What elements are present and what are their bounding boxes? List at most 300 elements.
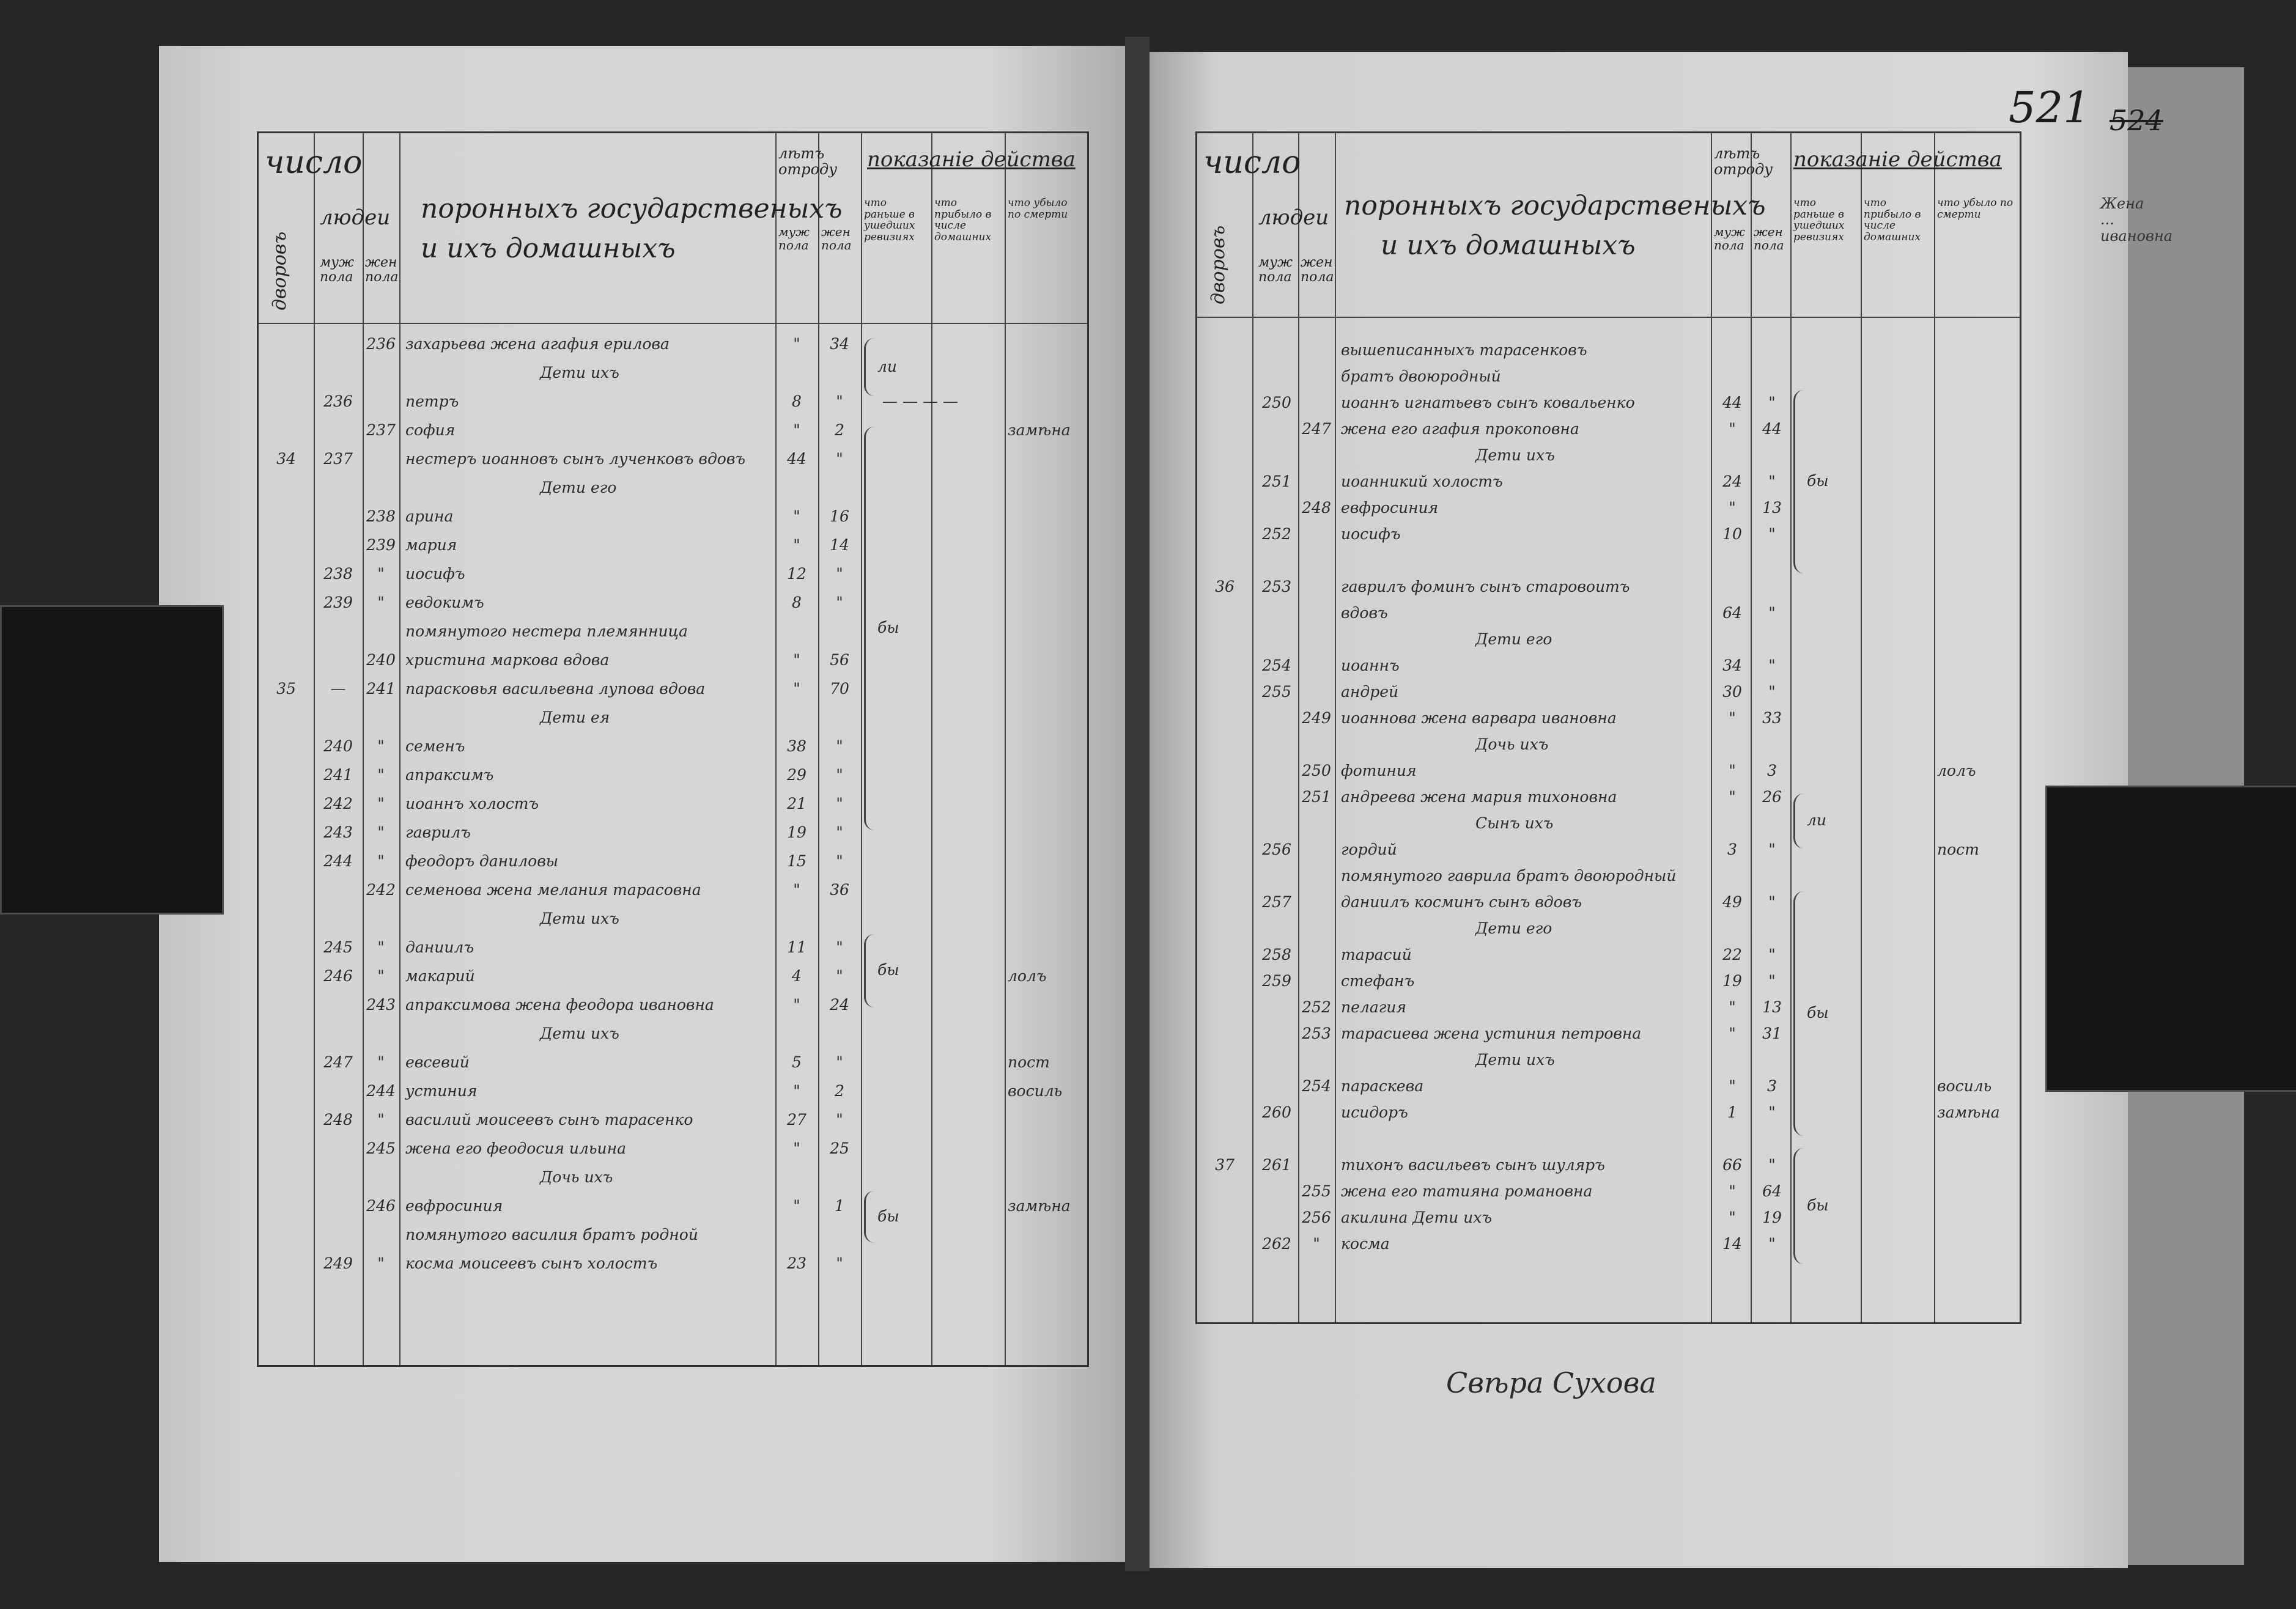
table-row	[259, 1254, 1087, 1279]
remark: пост	[1008, 1053, 1050, 1071]
age-male: 11	[787, 938, 807, 956]
person-name: Дети ихъ	[1475, 1051, 1555, 1069]
age-female: "	[836, 594, 843, 611]
person-name: косма моисеевъ сынъ холостъ	[405, 1254, 658, 1272]
person-name: апраксимова жена феодора ивановна	[405, 996, 714, 1014]
header-pokazanie: показанiе действа	[867, 147, 1076, 172]
male-number: 245	[323, 938, 353, 956]
male-number: 241	[323, 766, 353, 784]
table-row	[259, 967, 1087, 992]
age-female: "	[1768, 525, 1776, 543]
header-col-b-r: что прибыло в числе домашних	[1864, 197, 1921, 244]
male-number: 261	[1262, 1156, 1291, 1174]
male-number: 257	[1262, 893, 1291, 911]
person-name: андреева жена мария тихоновна	[1341, 788, 1617, 806]
person-name: помянутого василия братъ родной	[405, 1226, 698, 1243]
age-female: "	[836, 967, 843, 985]
person-name: гаврилъ фоминъ сынъ старовоитъ	[1341, 578, 1630, 595]
age-male: "	[1729, 1025, 1736, 1042]
folio-number: 521	[2009, 83, 2091, 133]
table-row	[1197, 788, 2020, 812]
table-row	[259, 1111, 1087, 1135]
male-number: 255	[1262, 683, 1291, 701]
table-row	[1197, 814, 2020, 839]
female-number: 236	[366, 335, 396, 353]
header-col-b: что прибыло в числе домашних	[934, 197, 992, 244]
header-muzh-pola: муж пола	[320, 255, 355, 285]
age-female: 3	[1767, 1077, 1777, 1095]
table-row	[1197, 683, 2020, 707]
yard-number: 35	[276, 680, 296, 698]
left-binder-clip	[0, 605, 224, 915]
header-dvorov-r: дворовъ	[1208, 225, 1229, 304]
age-male: "	[793, 1140, 800, 1157]
person-name: софия	[405, 421, 456, 439]
age-female: 2	[835, 1082, 844, 1100]
age-male: "	[1729, 998, 1736, 1016]
female-number: 252	[1302, 998, 1331, 1016]
brace-mark	[864, 1191, 874, 1243]
female-number: 241	[366, 680, 396, 698]
header-age-m: муж пола	[778, 224, 810, 252]
header-zhen-pola-r: жен пола	[1301, 255, 1334, 285]
person-name: семенъ	[405, 737, 465, 755]
female-number: "	[377, 766, 385, 784]
table-row	[259, 881, 1087, 905]
age-female: "	[836, 938, 843, 956]
table-row	[259, 1226, 1087, 1250]
age-female: 34	[830, 335, 849, 353]
age-male: 44	[1722, 394, 1742, 411]
male-number: 254	[1262, 657, 1291, 674]
person-name: Дочь ихъ	[1475, 735, 1549, 753]
female-number: 238	[366, 507, 396, 525]
male-number: 251	[1262, 473, 1291, 490]
age-male: "	[1729, 762, 1736, 779]
female-number: 247	[1302, 420, 1331, 438]
person-name: захарьева жена агафия ерилова	[405, 335, 670, 353]
table-row	[259, 910, 1087, 934]
person-name: парасковья васильевна лупова вдова	[405, 680, 706, 698]
table-row	[1197, 1130, 2020, 1154]
brace-mark	[1793, 793, 1804, 849]
person-name: вышеписанныхъ тарасенковъ	[1341, 341, 1587, 359]
table-row	[1197, 1103, 2020, 1128]
age-male: "	[1729, 1209, 1736, 1226]
person-name: Дети ея	[540, 709, 610, 726]
person-name: евфросиния	[405, 1197, 503, 1215]
age-female: "	[1768, 893, 1776, 911]
age-female: 56	[830, 651, 849, 669]
table-row	[1197, 420, 2020, 444]
age-male: 29	[787, 766, 807, 784]
male-number: 238	[323, 565, 353, 583]
table-row	[259, 852, 1087, 877]
table-row	[259, 766, 1087, 790]
table-row	[1197, 893, 2020, 918]
person-name: даниилъ косминъ сынъ вдовъ	[1341, 893, 1582, 911]
female-number: 237	[366, 421, 396, 439]
female-number: "	[377, 852, 385, 870]
header-lyudey: людеи	[320, 205, 391, 230]
female-number: "	[377, 967, 385, 985]
age-female: "	[836, 1111, 843, 1129]
male-number: 252	[1262, 525, 1291, 543]
table-row	[259, 1082, 1087, 1106]
age-male: 12	[787, 565, 807, 583]
age-female: 33	[1762, 709, 1782, 727]
age-female: "	[836, 766, 843, 784]
female-number: "	[1313, 1235, 1320, 1253]
age-female: "	[1768, 946, 1776, 963]
header-title-line2-r: и ихъ домашныхъ	[1381, 230, 1636, 261]
table-row	[259, 1197, 1087, 1221]
person-name: жена его феодосия ильина	[405, 1140, 626, 1157]
remark: замѣна	[1008, 1197, 1071, 1215]
remark: пост	[1937, 841, 1979, 858]
female-number: 246	[366, 1197, 396, 1215]
person-name: евфросиния	[1341, 499, 1439, 517]
age-female: "	[836, 823, 843, 841]
table-row	[1197, 735, 2020, 760]
age-male: "	[1729, 420, 1736, 438]
table-row	[259, 938, 1087, 963]
left-register-table	[257, 131, 1089, 1367]
person-name: Дочь ихъ	[540, 1168, 613, 1186]
male-number: 240	[323, 737, 353, 755]
brace-mark	[864, 427, 874, 830]
table-row	[259, 1140, 1087, 1164]
header-zhen-pola: жен пола	[365, 255, 399, 285]
table-row	[1197, 578, 2020, 602]
male-number: —	[330, 680, 346, 698]
remark: замѣна	[1937, 1103, 2000, 1121]
age-male: "	[793, 335, 800, 353]
male-number: 236	[323, 392, 353, 410]
table-row	[259, 1053, 1087, 1078]
remark: замѣна	[1008, 421, 1071, 439]
person-name: стефанъ	[1341, 972, 1415, 990]
age-male: 14	[1722, 1235, 1742, 1253]
person-name: семенова жена мелания тарасовна	[405, 881, 701, 899]
age-female: 2	[835, 421, 844, 439]
table-row	[259, 536, 1087, 561]
age-female: 14	[830, 536, 849, 554]
person-name: феодоръ даниловы	[405, 852, 559, 870]
female-number: "	[377, 594, 385, 611]
table-row	[259, 479, 1087, 503]
header-pokazanie-r: показанiе действа	[1793, 147, 2002, 172]
female-number: 255	[1302, 1182, 1331, 1200]
age-female: "	[1768, 1235, 1776, 1253]
age-male: 8	[792, 392, 802, 410]
brace-label: ли	[877, 357, 898, 375]
person-name: помянутого гаврила братъ двоюродный	[1341, 867, 1677, 885]
age-male: 22	[1722, 946, 1742, 963]
table-row	[1197, 841, 2020, 865]
age-female: "	[836, 565, 843, 583]
table-row	[1197, 709, 2020, 734]
female-number: "	[377, 565, 385, 583]
header-col-a: что раньше в ушедших ревизиях	[864, 197, 915, 244]
brace-mark	[1793, 891, 1804, 1136]
person-name: Дети его	[540, 479, 617, 496]
person-name: василий моисеевъ сынъ тарасенко	[405, 1111, 693, 1129]
person-name: мария	[405, 536, 457, 554]
table-row	[259, 651, 1087, 676]
person-name: жена его татияна романовна	[1341, 1182, 1593, 1200]
age-female: "	[1768, 683, 1776, 701]
female-number: 250	[1302, 762, 1331, 779]
table-row	[1197, 341, 2020, 366]
female-number: 253	[1302, 1025, 1331, 1042]
age-male: 19	[1722, 972, 1742, 990]
age-female: "	[836, 392, 843, 410]
table-row	[1197, 1209, 2020, 1233]
brace-label: бы	[1807, 1004, 1829, 1022]
table-row	[1197, 1051, 2020, 1075]
signature: Свѣра Сухова	[1446, 1366, 1656, 1399]
female-number: "	[377, 938, 385, 956]
person-name: иоаннъ холостъ	[405, 795, 539, 812]
age-female: "	[836, 795, 843, 812]
female-number: "	[377, 1254, 385, 1272]
female-number: 256	[1302, 1209, 1331, 1226]
table-row	[1197, 867, 2020, 891]
age-female: "	[836, 852, 843, 870]
age-female: 70	[830, 680, 849, 698]
table-row	[259, 622, 1087, 647]
margin-note-right: Жена ... ивановна	[2100, 195, 2173, 245]
age-female: "	[1768, 394, 1776, 411]
person-name: апраксимъ	[405, 766, 494, 784]
female-number: "	[377, 1053, 385, 1071]
person-name: акилина Дети ихъ	[1341, 1209, 1493, 1226]
person-name: Дети его	[1475, 919, 1552, 937]
table-row	[259, 450, 1087, 474]
person-name: Сынъ ихъ	[1475, 814, 1554, 832]
age-male: 49	[1722, 893, 1742, 911]
person-name: гаврилъ	[405, 823, 471, 841]
table-row	[1197, 604, 2020, 628]
age-male: "	[1729, 1182, 1736, 1200]
person-name: Дети его	[1475, 630, 1552, 648]
person-name: иосифъ	[1341, 525, 1401, 543]
brace-label: ли	[1807, 811, 1827, 829]
person-name: петръ	[405, 392, 459, 410]
age-female: 13	[1762, 998, 1782, 1016]
female-number: 242	[366, 881, 396, 899]
age-male: 21	[787, 795, 807, 812]
table-row	[1197, 446, 2020, 471]
male-number: 258	[1262, 946, 1291, 963]
female-number: 254	[1302, 1077, 1331, 1095]
header-title-line1: поронныхъ государственыхъ	[421, 193, 843, 224]
age-female: "	[836, 737, 843, 755]
table-row	[259, 823, 1087, 848]
age-female: "	[1768, 972, 1776, 990]
male-number: 259	[1262, 972, 1291, 990]
header-title-line2: и ихъ домашныхъ	[421, 233, 676, 264]
brace-label: бы	[1807, 1196, 1829, 1214]
male-number: 260	[1262, 1103, 1291, 1121]
brace-mark	[1793, 390, 1804, 573]
male-number: 247	[323, 1053, 353, 1071]
header-dvorov: дворовъ	[269, 231, 290, 311]
person-name: Дети ихъ	[1475, 446, 1555, 464]
age-male: "	[793, 651, 800, 669]
male-number: 239	[323, 594, 353, 611]
male-number: 244	[323, 852, 353, 870]
age-male: 19	[787, 823, 807, 841]
table-row	[259, 392, 1087, 417]
age-male: 10	[1722, 525, 1742, 543]
table-row	[259, 795, 1087, 819]
right-register-table	[1195, 131, 2021, 1324]
person-name: устиния	[405, 1082, 478, 1100]
age-male: 3	[1727, 841, 1737, 858]
table-row	[259, 737, 1087, 762]
header-col-c: что убыло по смерти	[1008, 197, 1068, 221]
brace-label: бы	[877, 619, 899, 636]
table-row	[1197, 630, 2020, 655]
person-name: иоаннъ	[1341, 657, 1400, 674]
person-name: арина	[405, 507, 454, 525]
male-number: 243	[323, 823, 353, 841]
female-number: 243	[366, 996, 396, 1014]
female-number: 249	[1302, 709, 1331, 727]
age-male: 15	[787, 852, 807, 870]
person-name: иосифъ	[405, 565, 465, 583]
person-name: Дети ихъ	[540, 1025, 619, 1042]
male-number: 246	[323, 967, 353, 985]
table-row	[259, 1025, 1087, 1049]
yard-number: 37	[1215, 1156, 1235, 1174]
person-name: фотиния	[1341, 762, 1417, 779]
header-chislo-r: число	[1203, 144, 1301, 181]
table-row	[1197, 1235, 2020, 1259]
age-male: "	[793, 421, 800, 439]
female-number: 244	[366, 1082, 396, 1100]
age-male: 30	[1722, 683, 1742, 701]
male-number: 237	[323, 450, 353, 468]
female-number: "	[377, 795, 385, 812]
age-male: "	[1729, 1077, 1736, 1095]
person-name: жена его агафия прокоповна	[1341, 420, 1579, 438]
table-row	[1197, 473, 2020, 497]
person-name: Дети ихъ	[540, 364, 619, 381]
age-male: 24	[1722, 473, 1742, 490]
age-female: "	[836, 450, 843, 468]
age-male: "	[1729, 499, 1736, 517]
age-male: "	[793, 507, 800, 525]
person-name: гордий	[1341, 841, 1397, 858]
age-male: 23	[787, 1254, 807, 1272]
person-name: Дети ихъ	[540, 910, 619, 927]
male-number: 242	[323, 795, 353, 812]
header-lyudey-r: людеи	[1258, 205, 1329, 230]
age-male: 4	[792, 967, 802, 985]
brace-mark	[864, 934, 874, 1007]
male-number: 256	[1262, 841, 1291, 858]
person-name: евдокимъ	[405, 594, 484, 611]
yard-number: 34	[276, 450, 296, 468]
table-row	[1197, 762, 2020, 786]
person-name: иоаннъ игнатьевъ сынъ ковальенко	[1341, 394, 1635, 411]
age-female: 31	[1762, 1025, 1782, 1042]
table-row	[259, 565, 1087, 589]
female-number: 245	[366, 1140, 396, 1157]
age-male: 1	[1727, 1103, 1737, 1121]
table-row	[1197, 657, 2020, 681]
age-male: 5	[792, 1053, 802, 1071]
person-name: исидоръ	[1341, 1103, 1408, 1121]
person-name: иоанникий холостъ	[1341, 473, 1503, 490]
brace-mark	[864, 338, 874, 396]
age-female: "	[1768, 1156, 1776, 1174]
header-let-otrodu-r: лѣтъ отроду	[1714, 145, 1773, 179]
age-female: 26	[1762, 788, 1782, 806]
table-row	[259, 335, 1087, 359]
age-female: "	[836, 1053, 843, 1071]
age-male: 27	[787, 1111, 807, 1129]
age-male: "	[793, 996, 800, 1014]
age-male: "	[793, 881, 800, 899]
age-male: "	[1729, 788, 1736, 806]
table-row	[1197, 946, 2020, 970]
header-col-c-r: что убыло по смерти	[1937, 197, 2014, 221]
person-name: христина маркова вдова	[405, 651, 610, 669]
age-male: 44	[787, 450, 807, 468]
yard-number: 36	[1215, 578, 1235, 595]
person-name: евсевий	[405, 1053, 470, 1071]
female-number: 248	[1302, 499, 1331, 517]
remark: лолъ	[1937, 762, 1976, 779]
age-female: 36	[830, 881, 849, 899]
age-male: 8	[792, 594, 802, 611]
table-row	[1197, 1025, 2020, 1049]
brace-label: бы	[877, 961, 899, 979]
age-female: "	[1768, 473, 1776, 490]
age-female: 3	[1767, 762, 1777, 779]
header-muzh-pola-r: муж пола	[1258, 255, 1293, 285]
person-name: тарасий	[1341, 946, 1412, 963]
age-female: 1	[835, 1197, 844, 1215]
header-chislo: число	[265, 144, 363, 181]
age-male: "	[793, 1082, 800, 1100]
header-age-f: жен пола	[821, 224, 852, 252]
header-col-a-r: что раньше в ушедших ревизиях	[1793, 197, 1845, 244]
female-number: 239	[366, 536, 396, 554]
person-name: пелагия	[1341, 998, 1407, 1016]
age-male: 38	[787, 737, 807, 755]
table-row	[1197, 551, 2020, 576]
age-female: 44	[1762, 420, 1782, 438]
table-row	[259, 709, 1087, 733]
table-row	[259, 680, 1087, 704]
age-male: "	[793, 1197, 800, 1215]
table-row	[1197, 367, 2020, 392]
brace-label: бы	[877, 1207, 899, 1225]
age-female: "	[836, 1254, 843, 1272]
remark: восиль	[1937, 1077, 1992, 1095]
person-name: тихонъ васильевъ сынъ шуляръ	[1341, 1156, 1605, 1174]
table-row	[1197, 1156, 2020, 1180]
age-female: 25	[830, 1140, 849, 1157]
male-number: 248	[323, 1111, 353, 1129]
person-name: братъ двоюродный	[1341, 367, 1501, 385]
table-row	[259, 364, 1087, 388]
